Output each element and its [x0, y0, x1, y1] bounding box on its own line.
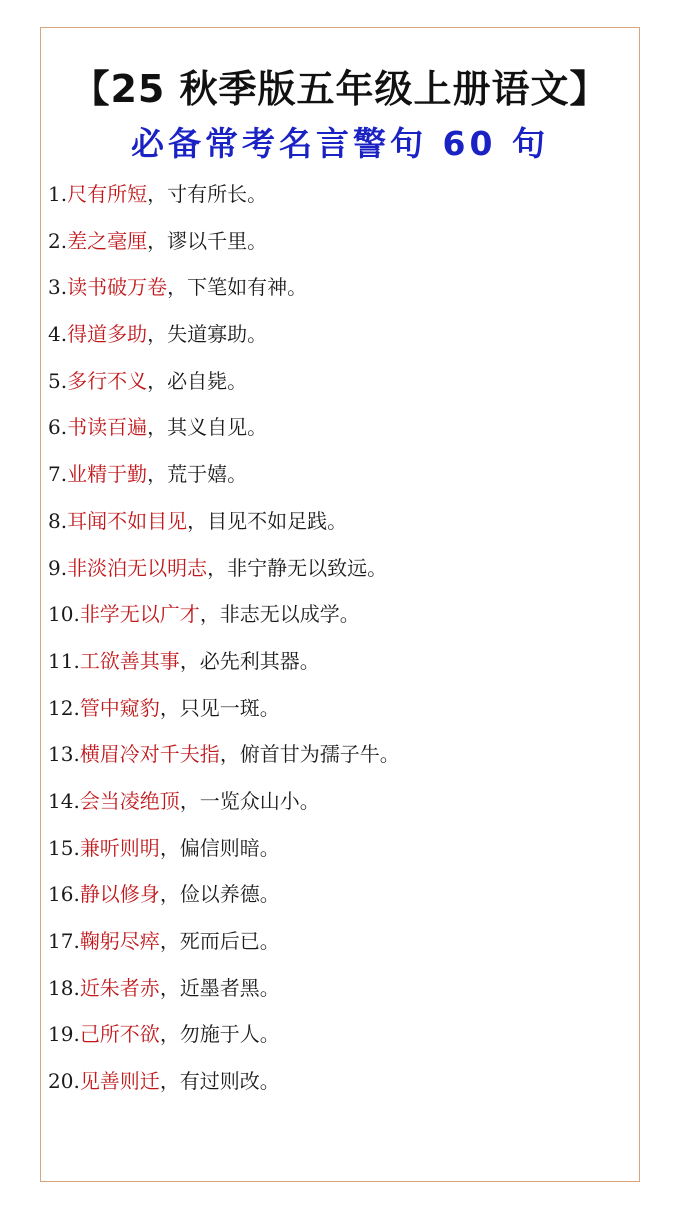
- quote-second-half: ，俯首甘为孺子牛。: [219, 742, 400, 767]
- quote-number: 4.: [48, 322, 68, 347]
- quote-second-half: ，其义自见。: [147, 415, 268, 440]
- quote-item: [48, 554, 628, 601]
- quote-number: 11.: [48, 648, 80, 673]
- quote-item: [48, 367, 628, 414]
- page-title: 【25 秋季版五年级上册语文】: [71, 67, 609, 111]
- quote-item: [48, 1067, 628, 1114]
- quote-first-half: 尺有所短: [67, 182, 148, 206]
- quote-number: 13.: [48, 742, 80, 767]
- quote-first-half: 工欲善其事: [79, 648, 180, 673]
- quote-first-half: 己所不欲: [79, 1022, 160, 1047]
- quote-item: [48, 740, 628, 787]
- quote-second-half: ，荒于嬉。: [147, 462, 248, 487]
- quote-first-half: 鞠躬尽瘁: [79, 929, 160, 953]
- quote-second-half: ，必自毙。: [147, 368, 248, 393]
- quote-first-half: 近朱者赤: [79, 975, 160, 1000]
- quote-number: 1.: [48, 182, 68, 206]
- quote-number: 17.: [48, 929, 80, 953]
- quote-second-half: ，谬以千里。: [147, 228, 268, 253]
- quote-number: 3.: [48, 275, 68, 300]
- quote-second-half: ，偏信则暗。: [159, 835, 280, 860]
- quote-number: 5.: [48, 368, 68, 393]
- quote-item: [48, 227, 628, 274]
- quote-item: [48, 880, 628, 927]
- quote-number: 10.: [48, 602, 80, 627]
- quote-item: [48, 694, 628, 741]
- quote-item: [48, 600, 628, 647]
- quote-second-half: ，失道寡助。: [147, 322, 268, 347]
- quote-item: [48, 413, 628, 460]
- quote-number: 18.: [48, 975, 80, 1000]
- quote-first-half: 管中窥豹: [79, 695, 160, 720]
- quote-first-half: 耳闻不如目见: [67, 508, 188, 533]
- quote-number: 7.: [48, 462, 68, 487]
- quote-number: 20.: [48, 1069, 80, 1094]
- quote-second-half: ，勿施于人。: [159, 1022, 280, 1047]
- quote-item: [48, 273, 628, 320]
- quote-second-half: ，死而后已。: [159, 929, 280, 953]
- quote-second-half: ，只见一斑。: [159, 695, 280, 720]
- quote-second-half: ，下笔如有神。: [167, 275, 308, 300]
- quote-item: [48, 647, 628, 694]
- quote-first-half: 非学无以广才: [79, 602, 200, 627]
- quote-item: [48, 927, 628, 974]
- quote-first-half: 兼听则明: [79, 835, 160, 860]
- quote-second-half: ，有过则改。: [159, 1069, 280, 1094]
- quote-first-half: 非淡泊无以明志: [67, 555, 208, 580]
- quote-second-half: ，非志无以成学。: [199, 602, 360, 627]
- quote-second-half: ，目见不如足践。: [187, 508, 348, 533]
- quote-item: [48, 320, 628, 367]
- quote-first-half: 书读百遍: [67, 415, 148, 440]
- quote-first-half: 静以修身: [79, 882, 160, 907]
- quote-number: 9.: [48, 555, 68, 580]
- quote-number: 19.: [48, 1022, 80, 1047]
- quote-second-half: ，俭以养德。: [159, 882, 280, 907]
- quote-item: [48, 974, 628, 1021]
- quote-first-half: 读书破万卷: [67, 275, 168, 300]
- quote-number: 8.: [48, 508, 68, 533]
- quote-second-half: ，近墨者黑。: [159, 975, 280, 1000]
- quote-first-half: 差之毫厘: [67, 228, 148, 253]
- quote-item: [48, 834, 628, 881]
- quote-list: [48, 180, 628, 1114]
- quote-second-half: ，一览众山小。: [179, 788, 320, 813]
- quote-item: [48, 460, 628, 507]
- page-subtitle: 必备常考名言警句 60 句: [131, 124, 549, 163]
- quote-second-half: ，必先利其器。: [179, 648, 320, 673]
- quote-number: 14.: [48, 788, 80, 813]
- quote-first-half: 得道多助: [67, 322, 148, 347]
- quote-number: 15.: [48, 835, 80, 860]
- quote-number: 2.: [48, 228, 68, 253]
- quote-number: 6.: [48, 415, 68, 440]
- quote-first-half: 横眉冷对千夫指: [79, 742, 220, 767]
- quote-number: 16.: [48, 882, 80, 907]
- quote-item: [48, 507, 628, 554]
- quote-item: [48, 787, 628, 834]
- quote-number: 12.: [48, 695, 80, 720]
- quote-second-half: ，非宁静无以致远。: [207, 555, 388, 580]
- quote-second-half: ，寸有所长。: [147, 182, 268, 206]
- quote-item: [48, 1020, 628, 1067]
- quote-first-half: 见善则迁: [79, 1069, 160, 1094]
- quote-first-half: 会当凌绝顶: [79, 788, 180, 813]
- quote-item: [48, 180, 628, 227]
- quote-first-half: 多行不义: [67, 368, 148, 393]
- quote-first-half: 业精于勤: [67, 462, 148, 487]
